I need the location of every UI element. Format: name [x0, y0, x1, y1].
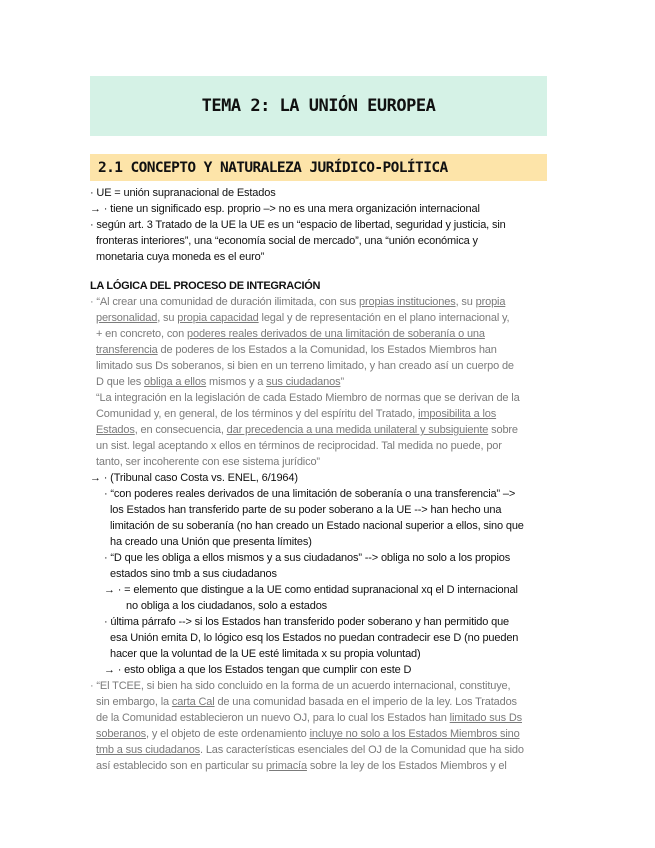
text-line: hacer que la voluntad de la UE esté limitada x su propia voluntad) [110, 648, 421, 660]
text-run: sobre la ley de los Estados Miembros y el [306, 760, 507, 772]
underlined-text: soberanos [96, 728, 147, 740]
underlined-text: dar precedencia a una medida unilateral y subsiguiente [226, 424, 489, 436]
text-line [90, 326, 570, 342]
text-run: , su [455, 296, 476, 308]
text-run: Comunidad y, en general, de los términos y del espíritu del Tratado, [96, 408, 419, 420]
text-line: · UE = unión supranacional de Estados [90, 187, 276, 199]
text-line: limitación de su soberanía (no han creado un Estado nacional superior a ellos, sino que [110, 520, 524, 532]
text-run: de una comunidad basada en el imperio de la ley. Los Tratados [214, 696, 517, 708]
text-line [90, 742, 570, 758]
intro-block [90, 185, 570, 265]
text-line [90, 406, 570, 422]
text-line: · según art. 3 Tratado de la UE la UE es un “espacio de libertad, seguridad y justicia, sin [90, 219, 506, 231]
text-run: sin embargo, la [96, 696, 172, 708]
text-line: · “El TCEE, si bien ha sido concluido en la forma de un acuerdo internacional, constituye, [90, 680, 511, 692]
text-line [90, 294, 570, 310]
text-line: ha creado una Unión que presenta límites) [110, 536, 312, 548]
text-run: + en concreto, con [96, 328, 188, 340]
text-run: mismos y a [206, 376, 267, 388]
text-line: → · tiene un significado esp. proprio –> no es una mera organización internacional [90, 203, 480, 215]
section-title: 2.1 CONCEPTO Y NATURALEZA JURÍDICO-POLÍTICA [98, 159, 448, 176]
text-run: de poderes de los Estados a la Comunidad, los Estados Miembros han [157, 344, 497, 356]
text-line: · “D que les obliga a ellos mismos y a sus ciudadanos” --> obliga no solo a los propios [104, 552, 511, 564]
text-run: · “Al crear una comunidad de duración ilimitada, con sus [90, 296, 360, 308]
text-run: , en consecuencia, [134, 424, 227, 436]
text-line [90, 710, 570, 726]
underlined-text: sus ciudadanos [266, 376, 341, 388]
underlined-text: personalidad [96, 312, 158, 324]
text-line: · “con poderes reales derivados de una limitación de soberanía o una transferencia” –> [104, 488, 516, 500]
text-line: · última párrafo --> si los Estados han transferido poder soberano y han permitido que [104, 616, 510, 628]
text-line [90, 694, 570, 710]
underlined-text: propia [475, 296, 506, 308]
text-line [90, 342, 570, 358]
text-run: . Las características esenciales del OJ de la Comunidad que ha sido [200, 744, 524, 756]
quote-block-3 [90, 678, 570, 774]
text-line [90, 726, 570, 742]
text-line [90, 758, 570, 774]
text-line: → · (Tribunal caso Costa vs. ENEL, 6/1964) [90, 472, 298, 484]
case-commentary [90, 470, 570, 678]
text-line: los Estados han transferido parte de su poder soberano a la UE --> han hecho una [110, 504, 502, 516]
text-line [90, 374, 570, 390]
text-run: así establecido son en particular su [96, 760, 266, 772]
underlined-text: imposibilita a los [418, 408, 497, 420]
text-line: fronteras interiores”, una “economía social de mercado”, una “unión económica y [96, 235, 478, 247]
underlined-text: transferencia [96, 344, 158, 356]
underlined-text: incluye no solo a los Estados Miembros sino [309, 728, 520, 740]
text-line: “La integración en la legislación de cada Estado Miembro de normas que se derivan de la [96, 392, 520, 404]
underlined-text: primacía [265, 760, 307, 772]
text-line: monetaria cuya moneda es el euro” [96, 251, 265, 263]
underlined-text: Estados [96, 424, 135, 436]
text-line: un sist. legal aceptando x ellos en términos de reciprocidad. Tal medida no puede, por [96, 440, 502, 452]
text-run: , y el objeto de este ordenamiento [146, 728, 310, 740]
text-line [90, 422, 570, 438]
text-line [90, 310, 570, 326]
underlined-text: limitado sus Ds [449, 712, 522, 724]
text-run: ” [340, 376, 344, 388]
text-run: D que les [96, 376, 145, 388]
text-run: sobre [488, 424, 518, 436]
text-line: estados sino tmb a sus ciudadanos [110, 568, 277, 580]
subsection-heading: LA LÓGICA DEL PROCESO DE INTEGRACIÓN [90, 280, 321, 292]
text-line: → · = elemento que distingue a la UE como entidad supranacional xq el D internacional [104, 584, 518, 596]
underlined-text: carta Cal [171, 696, 215, 708]
underlined-text: propias instituciones [359, 296, 456, 308]
text-line: limitado sus Ds soberanos, si bien en un terreno limitado, y han creado así un cuerpo de [96, 360, 514, 372]
section-banner [90, 154, 547, 181]
text-run: de la Comunidad establecieron un nuevo OJ, para lo cual los Estados han [96, 712, 450, 724]
underlined-text: propia capacidad [177, 312, 259, 324]
underlined-text: tmb a sus ciudadanos [96, 744, 201, 756]
quote-block-1 [90, 294, 570, 390]
title-banner [90, 76, 547, 136]
quote-block-2 [90, 390, 570, 470]
text-run: legal y de representación en el plano internacional y, [258, 312, 510, 324]
text-line: → · esto obliga a que los Estados tengan que cumplir con este D [104, 664, 412, 676]
text-run: , su [157, 312, 178, 324]
underlined-text: poderes reales derivados de una limitación de soberanía o una [187, 328, 485, 340]
underlined-text: obliga a ellos [144, 376, 207, 388]
text-line: no obliga a los ciudadanos, solo a estados [126, 600, 328, 612]
text-line: tanto, ser incoherente con ese sistema jurídico” [96, 456, 320, 468]
document-body [90, 185, 570, 774]
text-line: esa Unión emita D, lo lógico esq los Estados no puedan contradecir ese D (no pueden [110, 632, 519, 644]
page-title: TEMA 2: LA UNIÓN EUROPEA [201, 96, 436, 116]
